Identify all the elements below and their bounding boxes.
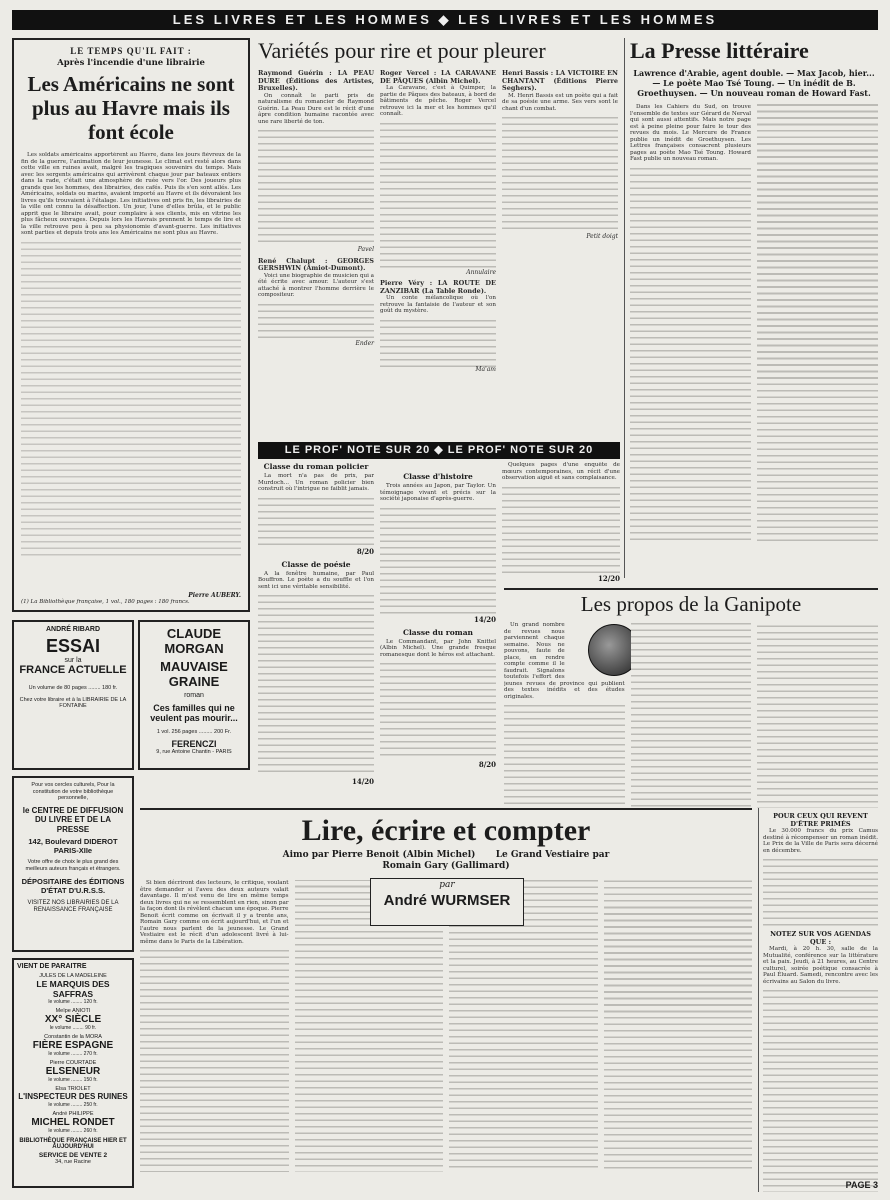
paraitre-book-4 [17,1060,129,1083]
presse-body-text: Dans les Cahiers du Sud, on trouve l'ensemble de textes sur Gérard de Nerval qui sont aussi attentifs. Mais notre page est à peine pleine pour faire le tour des revues du mois. Le Mercure de France publie un inédit de Groethuysen. Les Lettres françaises consacrent plusieurs pages au poète Mao Tsé Toung. Howard Fast publie un nouveau roman. [630,104,751,162]
essai-author: ANDRÉ RIBARD [45,626,101,633]
lire-title: Lire, écrire et compter [301,814,591,847]
lire-section [140,808,752,1192]
varietes-item-sig: Ma'am [475,365,496,373]
varietes-item-body: La Caravane, c'est à Quimper, la partie de Pâques des bateaux, à bord de bâtiments de pêche. Roger Vercel retrouve ici la mer et les hommes qu'il connaît. [380,85,496,117]
paraitre-book-2 [17,1008,129,1031]
varietes-filler [502,114,618,234]
varietes-item-sig: Pavel [357,246,374,253]
lire-sub2: Le Grand Vestiaire par [495,850,610,860]
lire-body-text: Si bien décriront des lecteurs, le critique, voulant être demander si l'aveu des deux auteurs valait davantage. Il m'est venu de lire en même temps deux livres qui ne se ressemblent en rien, sinon par la façon dont ils révèlent chacun une époque. Pierre Benoit écrit comme on écrivait il y a trente ans, Romain Gary comme on écrit aujourd'hui, et l'un et l'autre nous parlent de la jeunesse. Le Grand Vestiaire est le récit d'un adolescent livré à lui-même dans le Paris de la Libération. [140,880,289,945]
paraitre-service: SERVICE DE VENTE 2 [38,1151,108,1159]
americains-title: Les Américains ne sont plus au Havre mais ils font école [27,72,235,144]
lire-body [140,880,752,1192]
americains-article [12,38,250,612]
lire-author: André WURMSER [383,892,511,909]
varietes-item-3 [258,258,374,348]
americains-footnote: (1) La Bibliothèque française, 1 vol., 180 pages : 180 francs. [21,599,190,605]
prof-filler [258,592,374,777]
americains-body-text: Les soldats américains apportèrent au Havre, dans les jours fiévreux de la fin de la guerre, l'animation de leur jeunesse. Le climat est resté alors dans cette ville en ruines avait, malgré les tragiques souvenirs du temps. Mais avec les sergents américains qui arrivèrent chaque jour par bateaux entiers dans la rade, c'était une atmosphère de ruée vers l'or. Des joueurs plus grands que les hommes, des librairies, des cafés. Puis ils s'en sont allés. Les Américains, soldats ou marins, avaient importé au Havre et ils dévoraient les livres qu'ils trouvaient à l'étalage. Les initiatives ont pris fin, les librairies de la ville ont connu la désaffection. Un jour, l'une d'elles brûla, et le public apprit que le libraire avait, pour complaire à ses clients, mis en vitrine les plus fâcheux ouvrages. Depuis lors les Havrais prennent le temps de lire et la ville retrouve peu à peu sa physionomie d'avant-guerre. Les initiatives sont parties et depuis trois ans les Américains ne sont plus au Havre. [21,152,241,236]
paraitre-title: FIÈRE ESPAGNE [32,1040,114,1051]
essai-price: Un volume de 80 pages ........ 180 fr. [28,685,118,691]
ganipote-body-text: Un grand nombre de revues nous parviennent chaque semaine. Nous ne pouvons, faute de place, en rendre compte comme il le faudrait. Signalons toutefois l'effort des jeunes revues de province qui publient des textes inédits et des études originales. [504,622,625,700]
morgan-genre: roman [184,692,204,699]
varietes-columns [258,70,618,430]
varietes-item-body: M. Henri Bassis est un poète qui a fait de sa poésie une arme. Ses vers sont le chant d'un combat. [502,92,618,112]
varietes-item-head: Pierre Véry : LA ROUTE DE ZANZIBAR (La Table Ronde). [380,279,496,295]
prof-class-body [258,473,374,547]
centre-ad [12,776,134,952]
paraitre-price: le volume ........ 150 fr. [48,1077,98,1083]
varietes-filler [258,301,374,341]
varietes-item-head: René Chalupt : GEORGES GERSHWIN (Amiot-Dumont). [258,256,374,272]
ganipote-section [504,588,878,808]
morgan-ad [138,620,250,770]
prof-grade: 8/20 [356,546,374,556]
presse-title: La Presse littéraire [630,38,809,63]
paraitre-title: LE MARQUIS DES SAFFRAS [36,979,110,999]
paraitre-title: XX° SIÈCLE [44,1014,102,1025]
page-number: PAGE 3 [845,1180,878,1190]
americains-body [21,152,241,590]
prof-filler [380,660,496,760]
americains-signature: Pierre AUBERY. [188,592,241,599]
paraitre-title: MICHEL RONDET [31,1116,115,1128]
masthead: LES LIVRES ET LES HOMMES ◆ LES LIVRES ET LES HOMMES [12,10,878,30]
ganipote-title: Les propos de la Ganipote [580,592,802,616]
prof-class-text: Trois années au Japon, par Taylor. Un témoignage vivant et précis sur la société japonaise d'après-guerre. [380,483,496,502]
prof-class-name: Classe du roman [402,627,474,637]
right-head1: POUR CEUX QUI REVENT D'ÊTRE PRIMÉS [773,812,868,828]
paraitre-author: André PHILIPPE [52,1110,94,1117]
essai-subject: FRANCE ACTUELLE [19,664,127,676]
prof-grade: 8/20 [478,760,496,769]
centre-name: le CENTRE DE DIFFUSION DU LIVRE ET DE LA PRESSE [22,805,124,834]
prof-grade: 14/20 [473,614,496,624]
prof-col-2 [380,462,496,802]
right-column [758,808,878,1192]
centre-cta: Votre offre de choix le plus grand des meilleurs auteurs français et étrangers. [25,859,121,872]
americains-subkicker: Après l'incendie d'une librairie [57,58,205,68]
morgan-title: MAUVAISE GRAINE [160,659,228,689]
centre-address: 142, Boulevard DIDEROT PARIS-XIIe [28,837,118,855]
prof-class-body [380,639,496,761]
paraitre-book-3 [17,1034,129,1057]
paraitre-head: VIENT DE PARAITRE [17,963,87,970]
right-body2 [763,946,878,1192]
prof-class-text: Le Commandant, par John Knittel (Albin Michel). Une grande fresque romanesque dont le héros est attachant. [380,638,496,658]
varietes-item-head: Roger Vercel : LA CARAVANE DE PÂQUES (Albin Michel). [380,69,496,85]
lire-subtitle [140,850,752,872]
paraitre-price: le volume ........ 120 fr. [48,999,98,1005]
paraitre-author: Pierre COURTADE [49,1060,97,1066]
morgan-price: 1 vol. 256 pages ......... 200 Fr. [156,729,232,735]
presse-filler [630,104,878,544]
lire-par: par [439,880,455,890]
lire-byline [370,878,524,926]
paraitre-price: le volume ........ 250 fr. [48,1101,98,1108]
paraitre-author: Meïpe ANIOTI [55,1008,91,1014]
presse-body [630,104,878,566]
right-body1 [763,828,878,926]
prof-filler [502,484,620,574]
paraitre-book-5 [17,1086,129,1108]
varietes-item-sig: Annulaire [466,268,496,276]
prof-class-body [502,462,620,574]
prof-class-name: Classe du roman policier [263,462,369,471]
paraitre-author: JULES DE LA MADELEINE [39,973,107,979]
morgan-address: 9, rue Antoine Chantin - PARIS [156,749,232,755]
prof-col-3 [502,462,620,592]
paraitre-author: Constantin de la MORA [44,1034,102,1040]
prof-col-1 [258,462,374,802]
right-body1-text: Le 30.000 francs du prix Camus destiné à récompenser un roman inédit. Le Prix de la Ville de Paris sera décerné en décembre. [763,828,878,854]
morgan-author: CLAUDE MORGAN [164,626,224,656]
varietes-section [258,38,618,438]
presse-section [624,38,878,578]
lire-sub1: Aimo par Pierre Benoit (Albin Michel) [282,850,476,860]
essai-note: Chez votre libraire et à la LIBRAIRIE DE LA FONTAINE [19,697,127,709]
presse-subtitle: Lawrence d'Arabie, agent double. — Max Jacob, hier... — Le poète Mao Tsé Toung. — Un inédit de B. Groethuysen. — Un nouveau roman de Howard Fast. [633,68,875,98]
morgan-tagline: Ces familles qui ne veulent pas mourir... [150,703,238,723]
paraitre-author: Elsa TRIOLET [55,1086,91,1092]
paraitre-street: 34, rue Racine [55,1158,91,1165]
prof-grade: 12/20 [597,573,620,583]
varietes-item-2 [380,70,496,276]
varietes-filler [380,317,496,367]
varietes-item-1 [258,70,374,254]
morgan-publisher: FERENCZI [171,739,217,749]
prof-class-body [380,483,496,615]
varietes-item-4 [380,280,496,373]
paraitre-footer: BIBLIOTHÈQUE FRANÇAISE HIER ET AUJOURD'HUI [19,1137,127,1150]
ganipote-coin-space [565,622,625,680]
paraitre-title: ELSENEUR [45,1066,101,1077]
varietes-filler [380,120,496,270]
varietes-item-sig: Petit doigt [586,233,618,240]
paraitre-book-6 [17,1111,129,1134]
varietes-item-sig: Ender [355,339,374,347]
prof-filler [380,505,496,615]
centre-intro: Pour vos cercles culturels, Pour la constitution de votre bibliothèque personnelle, [31,782,115,801]
varietes-item-body: Un conte mélancolique où l'on retrouve la fantaisie de l'auteur et son goût du mystère. [380,295,496,314]
paraitre-price: le volume ........ 260 fr. [48,1127,98,1134]
prof-class-body [258,571,374,778]
right-filler [763,987,878,1192]
paraitre-price: le volume ........ 90 fr. [49,1025,97,1031]
varietes-item-head: Raymond Guérin : LA PEAU DURE (Éditions des Artistes, Bruxelles). [258,69,374,92]
prof-filler [258,495,374,547]
prof-class-name: Classe d'histoire [403,472,473,481]
right-body2-text: Mardi, à 20 h. 30, salle de la Mutualité, conférence sur la littérature et la paix. Jeudi, à 21 heures, au Centre culturel, soirée poétique consacrée à Paul Éluard. Samedi, rencontre avec les écrivains au Salon du livre. [763,946,878,985]
prof-grade: 14/20 [351,777,374,786]
paraitre-title: L'INSPECTEUR DES RUINES [18,1092,128,1101]
right-head2: NOTEZ SUR VOS AGENDAS QUE : [770,930,871,946]
ganipote-body [504,622,878,808]
varietes-title: Variétés pour rire et pour pleurer [258,38,546,63]
paraitre-ad [12,958,134,1188]
prof-class-name: Classe de poésie [281,559,351,569]
right-filler [763,856,878,926]
varietes-item-body: Voici une biographie de musicien qui a été écrite avec amour. L'auteur s'est attaché à montrer l'homme derrière le compositeur. [258,272,374,298]
prof-class-text: A la fenêtre humaine, par Paul Bouffron. Le poète a du souffle et l'on sent ici une véritable sensibilité. [258,570,374,590]
varietes-item-5 [502,70,618,241]
essai-title: ESSAI [45,636,101,656]
prof-class-text: Quelques pages d'une enquête de mœurs contemporaines, un récit d'une observation aiguë et sans complaisance. [502,462,620,481]
lire-sub3: Romain Gary (Gallimard) [382,861,510,871]
essai-ad [12,620,134,770]
americains-kicker: LE TEMPS QU'IL FAIT : [70,46,192,56]
paraitre-price: le volume ........ 270 fr. [48,1051,98,1057]
prof-strip: LE PROF' NOTE SUR 20 ◆ LE PROF' NOTE SUR 20 [258,442,620,459]
centre-depot: DÉPOSITAIRE des ÉDITIONS D'ÉTAT D'U.R.S.S. [21,877,125,895]
americains-filler [21,239,241,559]
varietes-item-head: Henri Bassis : LA VICTOIRE EN CHANTANT (Éditions Pierre Seghers). [502,69,618,92]
varietes-item-body: On connaît le parti pris de naturalisme du romancier de Raymond Guérin. La Peau Dure est le récit d'une âpre condition humaine racontée avec une rare liberté de ton. [258,92,374,125]
paraitre-book-1 [17,973,129,1005]
centre-repr: VISITEZ NOS LIBRAIRIES DE LA RENAISSANCE FRANÇAISE [27,900,119,913]
essai-sub: sur la [64,657,82,664]
varietes-filler [258,127,374,247]
prof-class-text: La mort n'a pas de prix, par Murdoch... Un roman policier bien construit où l'intrigue ne faiblit jamais. [258,473,374,492]
